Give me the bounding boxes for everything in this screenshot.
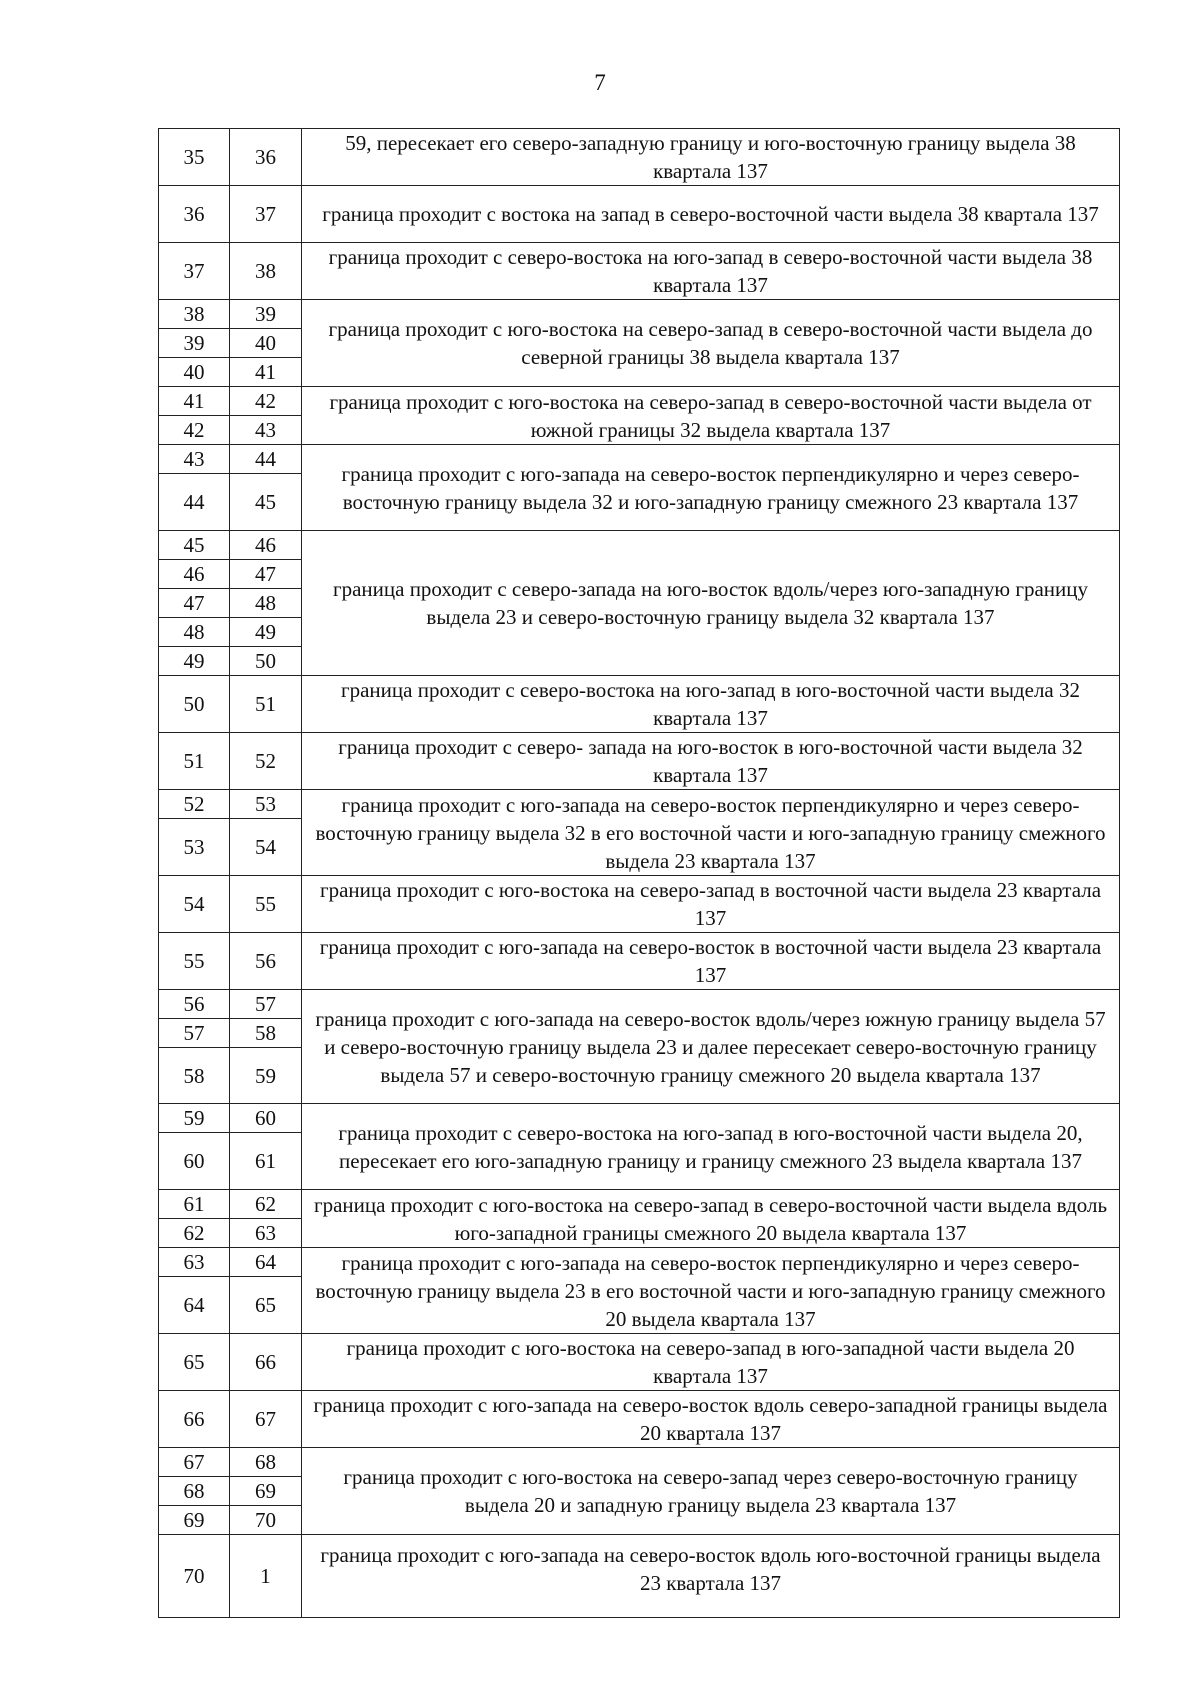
table-row xyxy=(159,387,1120,416)
point-to-cell: 49 xyxy=(230,618,302,647)
point-to-cell: 53 xyxy=(230,790,302,819)
point-to-cell: 68 xyxy=(230,1448,302,1477)
point-from-cell: 48 xyxy=(159,618,230,647)
boundary-description-cell: граница проходит с юго-востока на северо-запад в северо-восточной части выдела от южной границы 32 выдела квартала 137 xyxy=(302,387,1120,445)
point-to-cell: 52 xyxy=(230,733,302,790)
point-to-cell: 43 xyxy=(230,416,302,445)
table-row xyxy=(159,1535,1120,1618)
point-from-cell: 42 xyxy=(159,416,230,445)
point-to-cell: 1 xyxy=(230,1535,302,1618)
point-to-cell: 69 xyxy=(230,1477,302,1506)
boundary-description-cell: граница проходит с северо-востока на юго-запад в северо-восточной части выдела 38 квартала 137 xyxy=(302,243,1120,300)
boundary-description-cell: 59, пересекает его северо-западную границу и юго-восточную границу выдела 38 квартала 137 xyxy=(302,129,1120,186)
point-from-cell: 62 xyxy=(159,1219,230,1248)
point-from-cell: 56 xyxy=(159,990,230,1019)
point-to-cell: 51 xyxy=(230,676,302,733)
table-row xyxy=(159,733,1120,790)
table-row xyxy=(159,129,1120,186)
point-to-cell: 63 xyxy=(230,1219,302,1248)
point-to-cell: 60 xyxy=(230,1104,302,1133)
point-from-cell: 51 xyxy=(159,733,230,790)
point-to-cell: 36 xyxy=(230,129,302,186)
boundary-description-cell: граница проходит с юго-запада на северо-восток вдоль/через южную границу выдела 57 и северо-восточную границу выдела 23 и далее пересекает северо-восточную границу выдела 57 и северо-восточную границу смежного 20 выдела квартала 137 xyxy=(302,990,1120,1104)
boundary-description-cell: граница проходит с юго-запада на северо-восток перпендикулярно и через северо-восточную границу выдела 32 и юго-западную границу смежного 23 квартала 137 xyxy=(302,445,1120,531)
boundary-description-cell: граница проходит с юго-запада на северо-восток вдоль северо-западной границы выдела 20 квартала 137 xyxy=(302,1391,1120,1448)
point-from-cell: 70 xyxy=(159,1535,230,1618)
table-row xyxy=(159,300,1120,329)
boundary-description-cell: граница проходит с юго-запада на северо-восток в восточной части выдела 23 квартала 137 xyxy=(302,933,1120,990)
boundary-description-cell: граница проходит с северо-востока на юго-запад в юго-восточной части выдела 32 квартала 137 xyxy=(302,676,1120,733)
table-row xyxy=(159,790,1120,819)
point-from-cell: 39 xyxy=(159,329,230,358)
point-from-cell: 41 xyxy=(159,387,230,416)
point-from-cell: 52 xyxy=(159,790,230,819)
table-row xyxy=(159,1334,1120,1391)
table-row xyxy=(159,1190,1120,1219)
point-from-cell: 69 xyxy=(159,1506,230,1535)
point-from-cell: 43 xyxy=(159,445,230,474)
boundary-description-cell: граница проходит с юго-востока на северо-запад в восточной части выдела 23 квартала 137 xyxy=(302,876,1120,933)
point-from-cell: 37 xyxy=(159,243,230,300)
point-from-cell: 63 xyxy=(159,1248,230,1277)
point-from-cell: 65 xyxy=(159,1334,230,1391)
point-from-cell: 53 xyxy=(159,819,230,876)
point-from-cell: 61 xyxy=(159,1190,230,1219)
table-row xyxy=(159,990,1120,1019)
table-row xyxy=(159,243,1120,300)
table-row xyxy=(159,531,1120,560)
point-to-cell: 39 xyxy=(230,300,302,329)
boundary-description-cell: граница проходит с юго-востока на северо-запад в северо-восточной части выдела вдоль юго-западной границы смежного 20 выдела квартала 137 xyxy=(302,1190,1120,1248)
point-to-cell: 55 xyxy=(230,876,302,933)
point-to-cell: 44 xyxy=(230,445,302,474)
point-from-cell: 60 xyxy=(159,1133,230,1190)
point-from-cell: 47 xyxy=(159,589,230,618)
point-to-cell: 45 xyxy=(230,474,302,531)
table-row xyxy=(159,1104,1120,1133)
point-from-cell: 38 xyxy=(159,300,230,329)
boundary-description-cell: граница проходит с северо-запада на юго-восток вдоль/через юго-западную границу выдела 23 и северо-восточную границу выдела 32 квартала 137 xyxy=(302,531,1120,676)
point-from-cell: 68 xyxy=(159,1477,230,1506)
point-to-cell: 50 xyxy=(230,647,302,676)
point-from-cell: 44 xyxy=(159,474,230,531)
point-to-cell: 57 xyxy=(230,990,302,1019)
point-to-cell: 48 xyxy=(230,589,302,618)
page-number: 7 xyxy=(594,70,606,95)
point-to-cell: 65 xyxy=(230,1277,302,1334)
boundary-table xyxy=(158,128,1120,1618)
table-row xyxy=(159,186,1120,243)
point-to-cell: 58 xyxy=(230,1019,302,1048)
table-row xyxy=(159,445,1120,474)
point-from-cell: 66 xyxy=(159,1391,230,1448)
boundary-description-cell: граница проходит с северо-востока на юго-запад в юго-восточной части выдела 20, пересекает его юго-западную границу и границу смежного 23 выдела квартала 137 xyxy=(302,1104,1120,1190)
boundary-description-cell: граница проходит с юго-запада на северо-восток перпендикулярно и через северо-восточную границу выдела 23 в его восточной части и юго-западную границу смежного 20 выдела квартала 137 xyxy=(302,1248,1120,1334)
point-to-cell: 40 xyxy=(230,329,302,358)
point-from-cell: 54 xyxy=(159,876,230,933)
point-to-cell: 46 xyxy=(230,531,302,560)
point-from-cell: 58 xyxy=(159,1048,230,1104)
point-from-cell: 40 xyxy=(159,358,230,387)
table-row xyxy=(159,1248,1120,1277)
point-from-cell: 55 xyxy=(159,933,230,990)
table-row xyxy=(159,676,1120,733)
point-from-cell: 36 xyxy=(159,186,230,243)
boundary-table-body xyxy=(159,129,1120,1618)
table-row xyxy=(159,876,1120,933)
boundary-description-cell: граница проходит с юго-востока на северо-запад в юго-западной части выдела 20 квартала 137 xyxy=(302,1334,1120,1391)
point-from-cell: 35 xyxy=(159,129,230,186)
point-from-cell: 64 xyxy=(159,1277,230,1334)
point-to-cell: 59 xyxy=(230,1048,302,1104)
table-row xyxy=(159,933,1120,990)
boundary-description-cell: граница проходит с юго-востока на северо-запад в северо-восточной части выдела до северной границы 38 выдела квартала 137 xyxy=(302,300,1120,387)
point-to-cell: 66 xyxy=(230,1334,302,1391)
boundary-description-cell: граница проходит с северо- запада на юго-восток в юго-восточной части выдела 32 квартала 137 xyxy=(302,733,1120,790)
point-to-cell: 37 xyxy=(230,186,302,243)
point-from-cell: 49 xyxy=(159,647,230,676)
table-row xyxy=(159,1391,1120,1448)
point-to-cell: 54 xyxy=(230,819,302,876)
point-to-cell: 47 xyxy=(230,560,302,589)
point-from-cell: 59 xyxy=(159,1104,230,1133)
boundary-description-cell: граница проходит с востока на запад в северо-восточной части выдела 38 квартала 137 xyxy=(302,186,1120,243)
point-to-cell: 67 xyxy=(230,1391,302,1448)
point-from-cell: 50 xyxy=(159,676,230,733)
point-to-cell: 42 xyxy=(230,387,302,416)
point-to-cell: 64 xyxy=(230,1248,302,1277)
point-to-cell: 62 xyxy=(230,1190,302,1219)
point-to-cell: 70 xyxy=(230,1506,302,1535)
point-from-cell: 45 xyxy=(159,531,230,560)
point-from-cell: 67 xyxy=(159,1448,230,1477)
point-from-cell: 57 xyxy=(159,1019,230,1048)
boundary-description-cell: граница проходит с юго-востока на северо-запад через северо-восточную границу выдела 20 и западную границу выдела 23 квартала 137 xyxy=(302,1448,1120,1535)
boundary-description-cell: граница проходит с юго-запада на северо-восток перпендикулярно и через северо-восточную границу выдела 32 в его восточной части и юго-западную границу смежного выдела 23 квартала 137 xyxy=(302,790,1120,876)
point-to-cell: 61 xyxy=(230,1133,302,1190)
point-to-cell: 56 xyxy=(230,933,302,990)
point-from-cell: 46 xyxy=(159,560,230,589)
point-to-cell: 38 xyxy=(230,243,302,300)
boundary-description-cell: граница проходит с юго-запада на северо-восток вдоль юго-восточной границы выдела 23 квартала 137 xyxy=(302,1535,1120,1618)
table-row xyxy=(159,1448,1120,1477)
point-to-cell: 41 xyxy=(230,358,302,387)
